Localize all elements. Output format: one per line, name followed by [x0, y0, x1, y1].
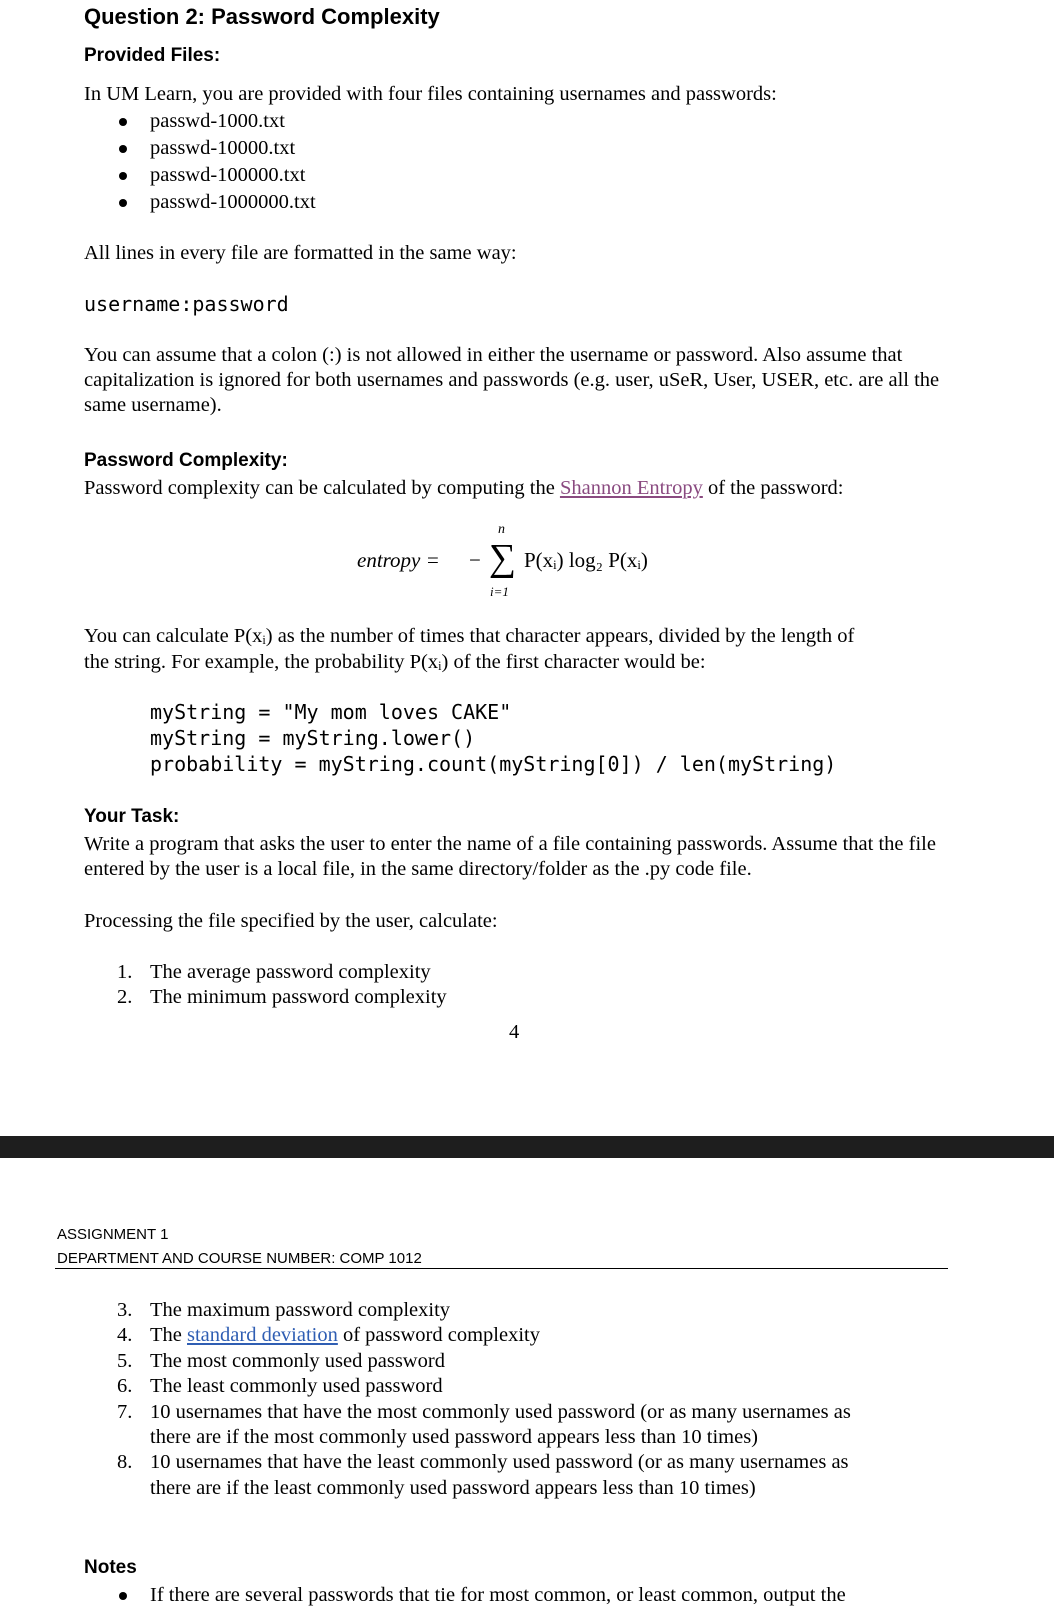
format-text: All lines in every file are formatted in the same way:: [84, 242, 517, 264]
format-code: username:password: [84, 292, 289, 316]
formula-term: P(xᵢ) log₂ P(xᵢ): [524, 548, 648, 572]
list-number: 8.: [117, 1451, 133, 1473]
list-item: passwd-1000000.txt: [150, 191, 316, 213]
sum-lower-limit: i=1: [490, 584, 509, 599]
task-heading: Your Task:: [84, 806, 180, 827]
list-number: 2.: [117, 986, 133, 1008]
bullet-icon: [119, 199, 127, 207]
header-assignment: ASSIGNMENT 1: [57, 1226, 169, 1243]
page-number: 4: [509, 1021, 520, 1043]
list-number: 3.: [117, 1299, 133, 1321]
bullet-icon: [119, 1592, 127, 1600]
code-line: myString = myString.lower(): [150, 726, 476, 750]
calc-text-line-1: You can calculate P(xᵢ) as the number of times that character appears, divided by the length of: [84, 625, 855, 647]
sum-upper-limit: n: [498, 522, 505, 537]
list-item: passwd-10000.txt: [150, 137, 296, 159]
page-separator: [0, 1136, 1054, 1158]
list-item: passwd-100000.txt: [150, 164, 306, 186]
code-line: probability = myString.count(myString[0]) / len(myString): [150, 752, 837, 776]
note-item: If there are several passwords that tie for most common, or least common, output the: [150, 1584, 846, 1606]
shannon-entropy-link[interactable]: Shannon Entropy: [559, 477, 703, 499]
bullet-icon: [119, 118, 127, 126]
list-item: The most commonly used password: [150, 1350, 445, 1372]
list-number: 1.: [117, 961, 133, 983]
list-item: The least commonly used password: [150, 1375, 443, 1397]
list-number: 5.: [117, 1350, 133, 1372]
formula-minus: −: [469, 548, 481, 572]
list-number: 4.: [117, 1324, 133, 1346]
calc-text-line-2: the string. For example, the probability P(xᵢ) of the first character would be:: [84, 651, 706, 673]
code-line: myString = "My mom loves CAKE": [150, 700, 512, 724]
task-paragraph: Write a program that asks the user to enter the name of a file containing passwords. Assume that the file entered by the user is a local file, in the same directory/folder as the .py code file.: [84, 833, 936, 880]
list-item: passwd-1000.txt: [150, 110, 285, 132]
bullet-icon: [119, 145, 127, 153]
list-item: 10 usernames that have the least commonly used password (or as many usernames as: [150, 1451, 849, 1473]
list-item: The standard deviation of password complexity: [150, 1324, 540, 1346]
list-item-continued: there are if the least commonly used password appears less than 10 times): [150, 1477, 756, 1499]
intro-text: In UM Learn, you are provided with four files containing usernames and passwords:: [84, 83, 777, 105]
list-number: 7.: [117, 1401, 133, 1423]
list-item: The minimum password complexity: [150, 986, 447, 1008]
complexity-heading: Password Complexity:: [84, 450, 288, 471]
process-text: Processing the file specified by the user, calculate:: [84, 910, 498, 932]
header-course: DEPARTMENT AND COURSE NUMBER: COMP 1012: [57, 1250, 422, 1267]
bullet-icon: [119, 172, 127, 180]
list-item: The average password complexity: [150, 961, 431, 983]
list-item-continued: there are if the most commonly used password appears less than 10 times): [150, 1426, 759, 1448]
list-item: 10 usernames that have the most commonly used password (or as many usernames as: [150, 1401, 851, 1423]
assumption-paragraph: You can assume that a colon (:) is not allowed in either the username or password. Also assume that capitalization is ignored for both usernames and passwords (e.g. user, uSeR, User, USER, etc. are all the same username).: [84, 344, 940, 416]
list-item: The maximum password complexity: [150, 1299, 451, 1321]
notes-heading: Notes: [84, 1557, 137, 1578]
complexity-text: Password complexity can be calculated by computing the Shannon Entropy of the password:: [84, 477, 844, 499]
standard-deviation-link[interactable]: standard deviation: [187, 1324, 338, 1346]
sigma-symbol: ∑: [489, 537, 517, 579]
question-title: Question 2: Password Complexity: [84, 4, 440, 29]
provided-files-heading: Provided Files:: [84, 45, 221, 66]
header-rule: [55, 1268, 948, 1269]
list-number: 6.: [117, 1375, 133, 1397]
formula-lhs: entropy =: [357, 548, 440, 572]
